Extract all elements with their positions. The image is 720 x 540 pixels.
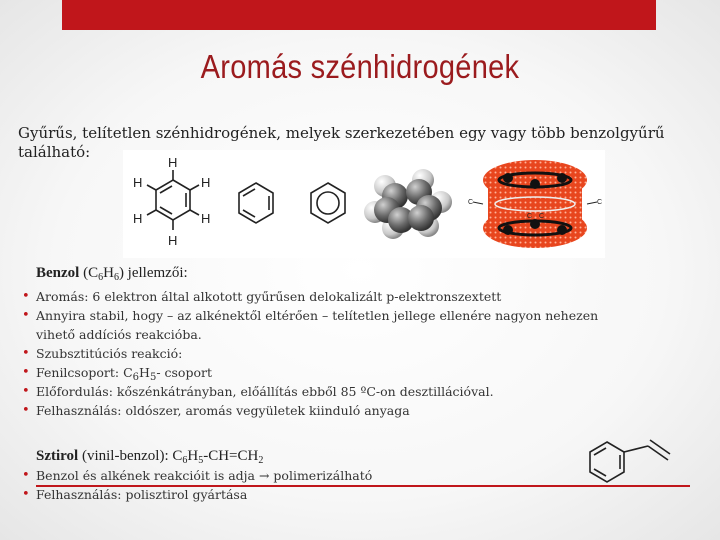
formula-subscript: 5 — [149, 372, 157, 383]
aromatic-ring-structure — [311, 183, 345, 223]
formula-part: H — [187, 448, 199, 464]
pi-orbital-diagram — [468, 160, 602, 248]
benzol-properties-list — [22, 287, 632, 420]
space-filling-model — [364, 169, 452, 239]
list-item-text: Fenilcsoport: C — [36, 365, 133, 380]
formula-subscript: 5 — [198, 455, 204, 466]
formula-subscript: 2 — [258, 455, 264, 466]
slide-title: Aromás szénhidrogének — [200, 48, 520, 85]
formula-subscript: 6 — [132, 372, 140, 383]
h-atom-label: H — [133, 175, 143, 190]
list-item-text: Aromás: 6 elektron által alkotott gyűrűsen delokalizált p-elektronszextett — [36, 289, 502, 304]
list-item — [22, 401, 632, 420]
formula-part: -CH=CH — [203, 448, 259, 464]
list-item — [22, 306, 632, 344]
orbital-atom-label: C — [527, 213, 533, 220]
h-atom-label: H — [201, 211, 211, 226]
kekule-structure-with-h — [147, 170, 199, 230]
list-item — [22, 287, 632, 306]
list-item-text: Felhasználás: polisztirol gyártása — [36, 487, 248, 502]
styrene-structure — [572, 430, 692, 490]
list-item-text: Annyira stabil, hogy – az alkénektől eltérően – telítetlen jellege ellenére nagyon nehezen vihető addíciós reakcióba. — [36, 308, 599, 342]
h-atom-label: H — [133, 211, 143, 226]
benzol-name: Benzol — [36, 265, 80, 281]
h-atom-label: H — [168, 155, 178, 170]
list-item-text: Benzol és alkének reakcióit is adja → polimerizálható — [36, 468, 373, 483]
list-item-text: - csoport — [156, 365, 212, 380]
formula-part: H — [103, 265, 114, 281]
benzene-structures-svg — [123, 150, 605, 258]
list-item — [22, 382, 632, 401]
orbital-atom-label: C — [539, 213, 545, 220]
formula-subscript: 6 — [113, 272, 119, 283]
list-item-text: Szubsztitúciós reakció: — [36, 346, 183, 361]
list-item — [22, 344, 632, 363]
list-item-text: Felhasználás: oldószer, aromás vegyületek kiinduló anyaga — [36, 403, 410, 418]
formula-subscript: 6 — [98, 272, 104, 283]
h-atom-label: H — [201, 175, 211, 190]
list-item-text: Előfordulás: kőszénkátrányban, előállítás ebből 85 ºC-on desztillációval. — [36, 384, 494, 399]
list-item — [22, 466, 442, 485]
sztirol-heading — [36, 448, 263, 465]
sztirol-properties-list — [22, 466, 442, 504]
top-accent-bar — [62, 0, 656, 30]
formula-part: (vinil-benzol): C — [78, 448, 183, 464]
h-atom-label: H — [168, 233, 178, 248]
sztirol-name: Sztirol — [36, 448, 79, 464]
list-item — [22, 363, 632, 382]
list-item-text: H — [139, 365, 150, 380]
formula-part: (C — [79, 265, 99, 281]
formula-part: ) jellemzői: — [118, 265, 188, 281]
styrene-structure-svg — [572, 430, 692, 490]
list-item — [22, 485, 442, 504]
kekule-skeletal-structure — [239, 183, 273, 223]
formula-subscript: 6 — [182, 455, 188, 466]
benzene-structures-panel — [123, 150, 605, 258]
orbital-atom-label: C — [468, 199, 474, 206]
orbital-atom-label: C — [597, 199, 603, 206]
benzol-heading — [36, 265, 188, 282]
intro-text: Gyűrűs, telítetlen szénhidrogének, melyek szerkezetében egy vagy több benzolgyűrű található: — [18, 124, 665, 161]
